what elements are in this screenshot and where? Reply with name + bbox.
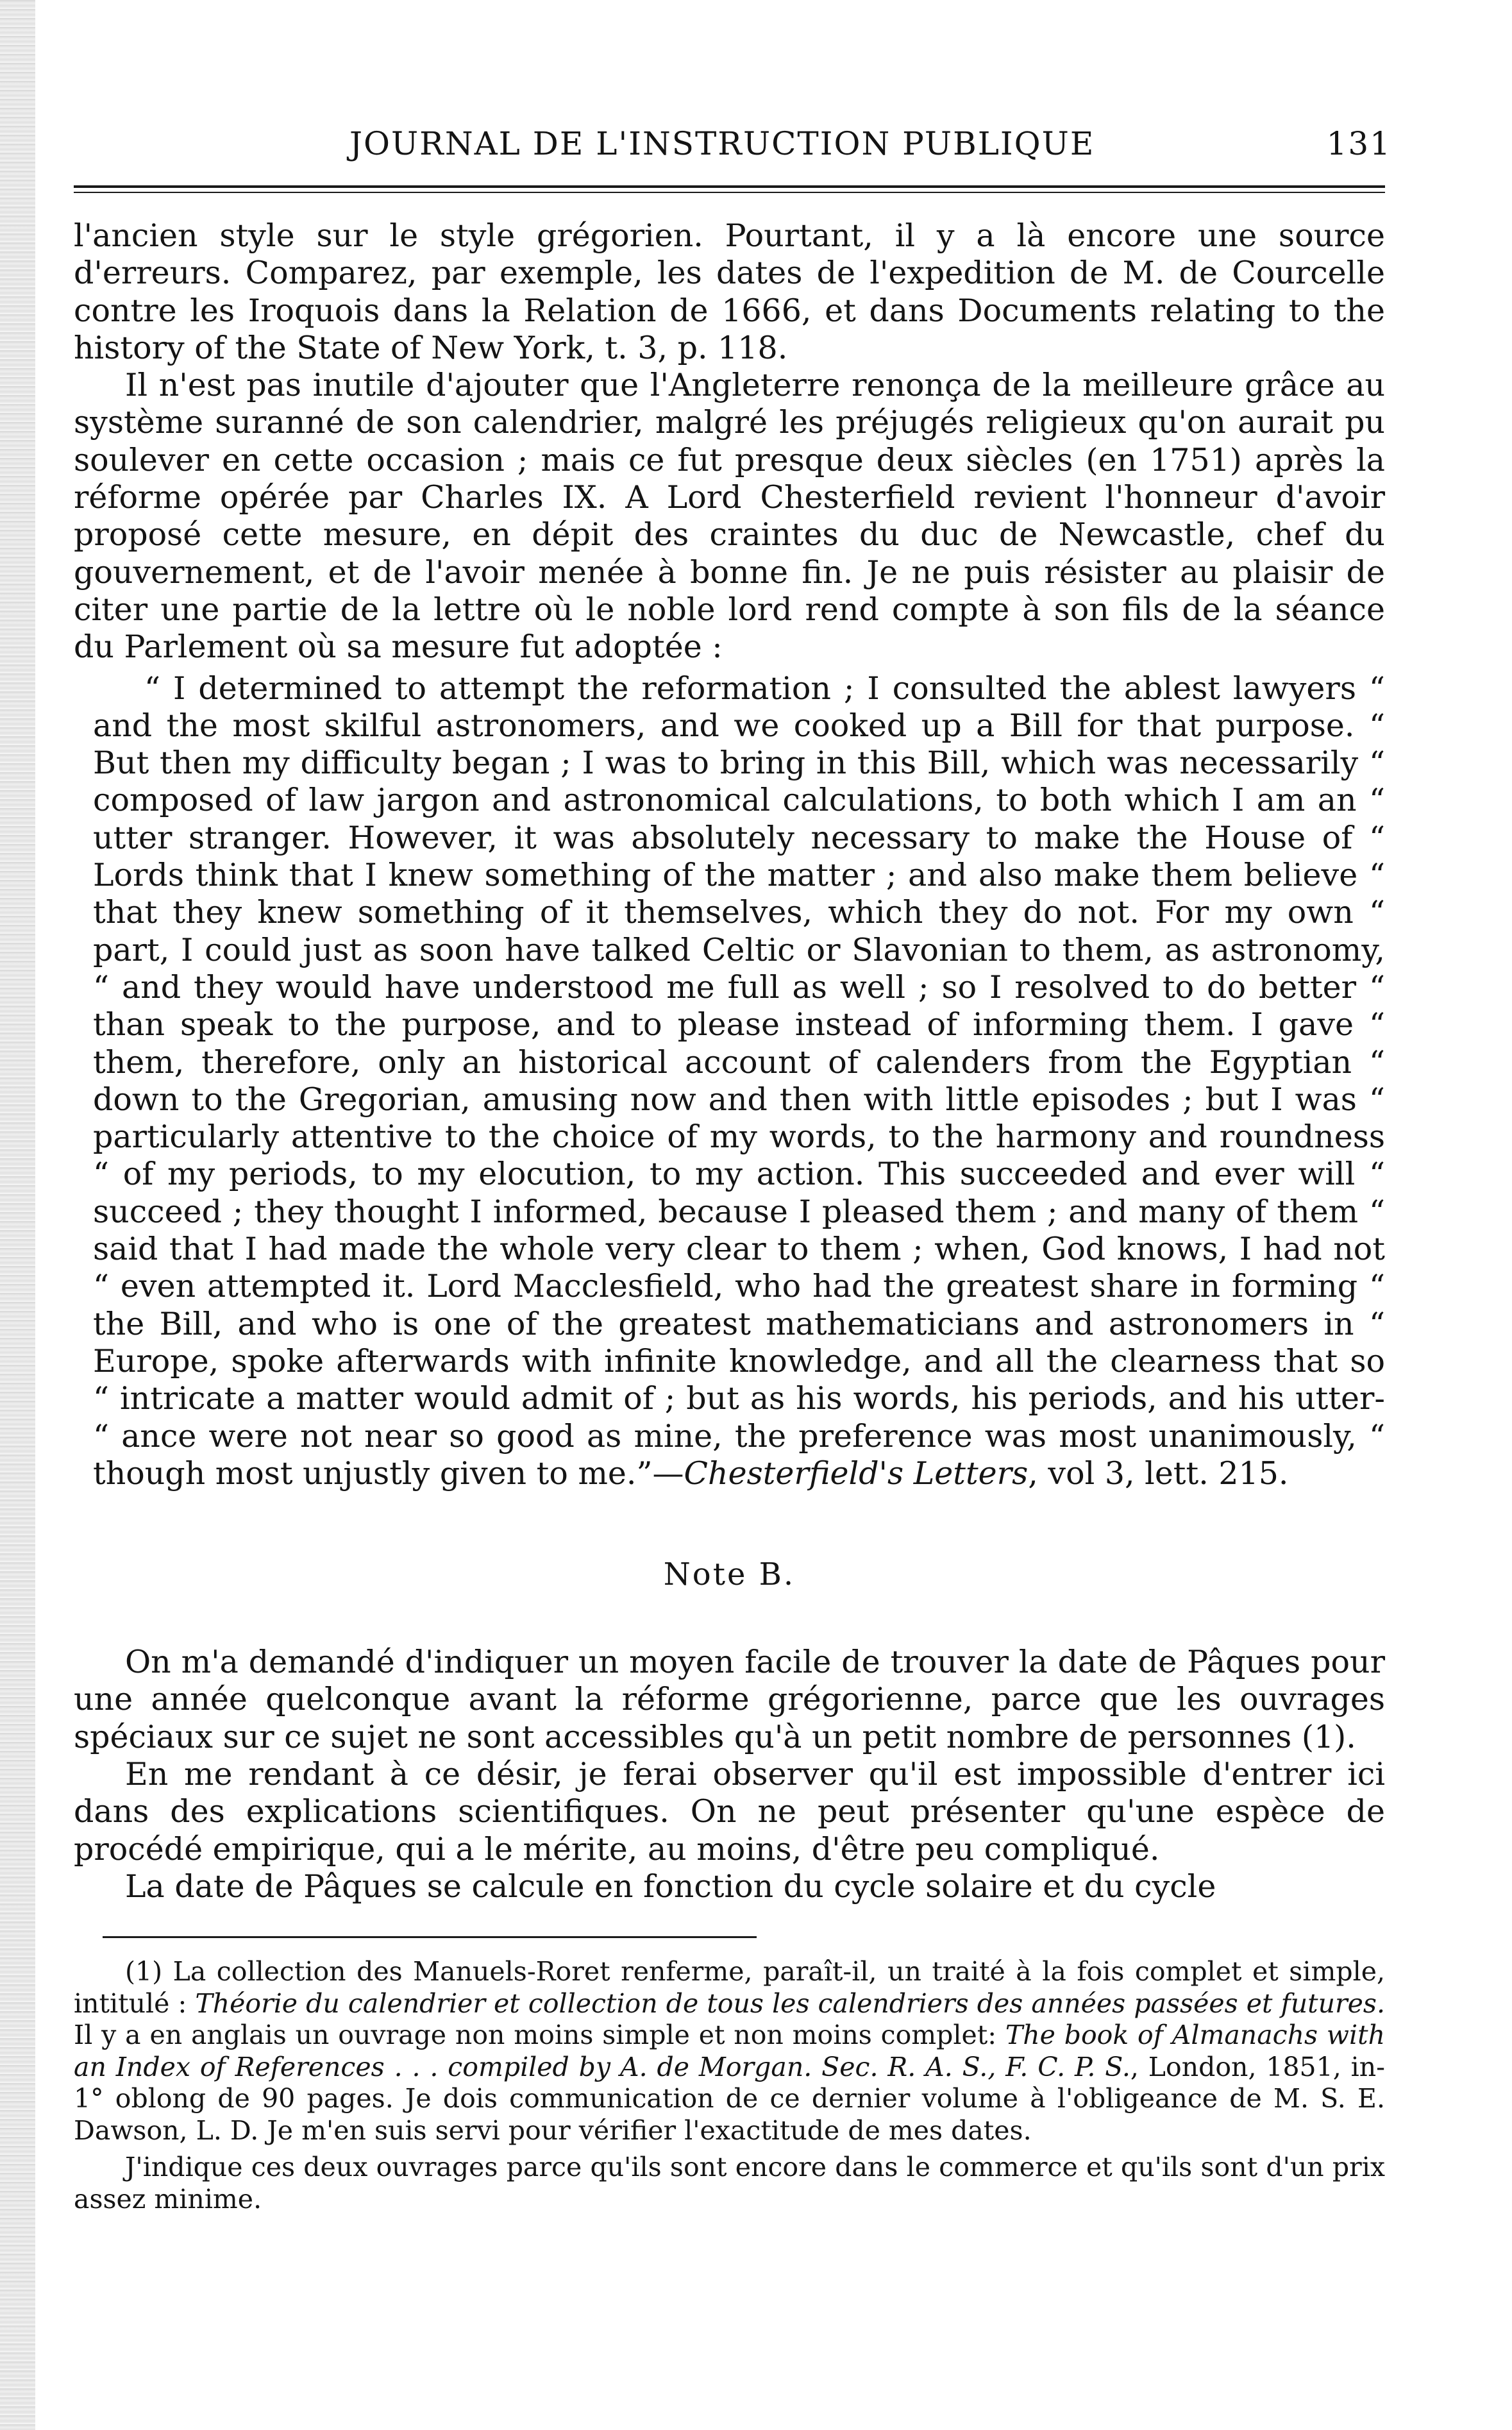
quote-body: “ I determined to attempt the reformation ; I consulted the ablest lawyers “ and the most skilful astronomers, and we cooked up a Bill for that purpose. “ But then my difficulty began ; I was to bring in this Bill, which was necessarily “ composed of law jargon and astronomical calculations, to both which I am an “ utter stranger. However, it was absolutely necessary to make the House of “ Lords think that I knew something of the matter ; and also make them believe “ that they knew something of it themselves, which they do not. For my own “ part, I could just as soon have talked Celtic or Slavonian to them, as astronomy, “ and they would have understood me full as well ; so I resolved to do better “ than speak to the purpose, and to please instead of informing them. I gave “ them, therefore, only an historical account of calenders from the Egyptian “ down to the Gregorian, amusing now and then with little episodes ; but I was “ particularly attentive to the choice of my words, to the harmony and roundness “ of my periods, to my elocution, to my action. This succeeded and ever will “ succeed ; they thought I informed, because I pleased them ; and many of them “ said that I had made the whole very clear to them ; when, God knows, I had not “ even attempted it. Lord Macclesfield, who had the greatest share in forming “ the Bill, and who is one of the greatest mathematicians and astronomers in “ Europe, spoke afterwards with infinite knowledge, and all the clearness that so “ intricate a matter would admit of ; but as his words, his periods, and his utter- “ ance were not near so good as mine, the preference was most unanimously, “ though most unjustly given to me.”— bbox=[93, 670, 1385, 1492]
note-paragraph-1: On m'a demandé d'indiquer un moyen facile de trouver la date de Pâques pour une année quelconque avant la réforme grégorienne, parce que les ouvrages spéciaux sur ce sujet ne sont accessibles qu'à un petit nombre de personnes (1). bbox=[74, 1644, 1385, 1755]
running-header bbox=[74, 125, 1391, 176]
footnotes bbox=[74, 1956, 1385, 2215]
note-b-heading: Note B. bbox=[663, 1557, 796, 1593]
header-rule-thin bbox=[74, 192, 1385, 193]
page-number: 131 bbox=[1326, 125, 1391, 162]
footnote-1-title-2: The book of Almanachs with an Index of References . . . compiled by A. de Morgan. Sec. R. A. S., F. C. P. S. bbox=[74, 2020, 1385, 2082]
footnote-2: J'indique ces deux ouvrages parce qu'ils sont encore dans le commerce et qu'ils sont d'un prix assez minime. bbox=[74, 2152, 1385, 2215]
journal-title: JOURNAL DE L'INSTRUCTION PUBLIQUE bbox=[349, 125, 1095, 162]
note-paragraph-3: La date de Pâques se calcule en fonction du cycle solaire et du cycle bbox=[125, 1868, 1216, 1905]
note-paragraph-2: En me rendant à ce désir, je ferai observer qu'il est impossible d'entrer ici dans des explications scientifiques. On ne peut présenter qu'une espèce de procédé empirique, qui a le mérite, au moins, d'être peu compliqué. bbox=[74, 1755, 1385, 1868]
quote-source-title: Chesterfield's Letters bbox=[684, 1455, 1029, 1492]
document-page bbox=[74, 125, 1391, 2215]
header-rule-thick bbox=[74, 185, 1385, 188]
quote-source-ref: , vol 3, lett. 215. bbox=[1028, 1455, 1289, 1492]
footnote-1-text-c: , London, 1851, in-1° oblong de 90 pages. Je dois communication de ce dernier volume à l'obligeance de M. S. E. Dawson, L. D. Je m'en suis servi pour vérifier l'exactitude de mes dates. bbox=[74, 2051, 1385, 2146]
note-b-text bbox=[74, 1644, 1385, 1905]
page-binding-shadow bbox=[0, 0, 35, 2430]
chesterfield-quote bbox=[74, 670, 1385, 1493]
footnote-1-text-a: (1) La collection des Manuels-Roret renferme, paraît-il, un traité à la fois complet et simple, intitulé : bbox=[74, 1956, 1385, 2019]
footnote-1 bbox=[74, 1956, 1385, 2147]
paragraph-1: l'ancien style sur le style grégorien. Pourtant, il y a là encore une source d'erreurs. Comparez, par exemple, les dates de l'expedition de M. de Courcelle contre les Iroquois dans la Relation de 1666, et dans Documents relating to the history of the State of New York, t. 3, p. 118. bbox=[74, 217, 1385, 366]
main-text bbox=[74, 217, 1385, 666]
footnote-rule bbox=[103, 1936, 757, 1938]
footnote-1-text-b: Il y a en anglais un ouvrage non moins simple et non moins complet: bbox=[74, 2020, 1005, 2051]
quote-text bbox=[93, 670, 1385, 1493]
paragraph-2: Il n'est pas inutile d'ajouter que l'Angleterre renonça de la meilleure grâce au système suranné de son calendrier, malgré les préjugés religieux qu'on aurait pu soulever en cette occasion ; mais ce fut presque deux siècles (en 1751) après la réforme opérée par Charles IX. A Lord Chesterfield revient l'honneur d'avoir proposé cette mesure, en dépit des craintes du duc de Newcastle, chef du gouvernement, et de l'avoir menée à bonne fin. Je ne puis résister au plaisir de citer une partie de la lettre où le noble lord rend compte à son fils de la séance du Parlement où sa mesure fut adoptée : bbox=[74, 367, 1385, 666]
footnote-1-title: Théorie du calendrier et collection de tous les calendriers des années passées et futures. bbox=[195, 1987, 1385, 2019]
